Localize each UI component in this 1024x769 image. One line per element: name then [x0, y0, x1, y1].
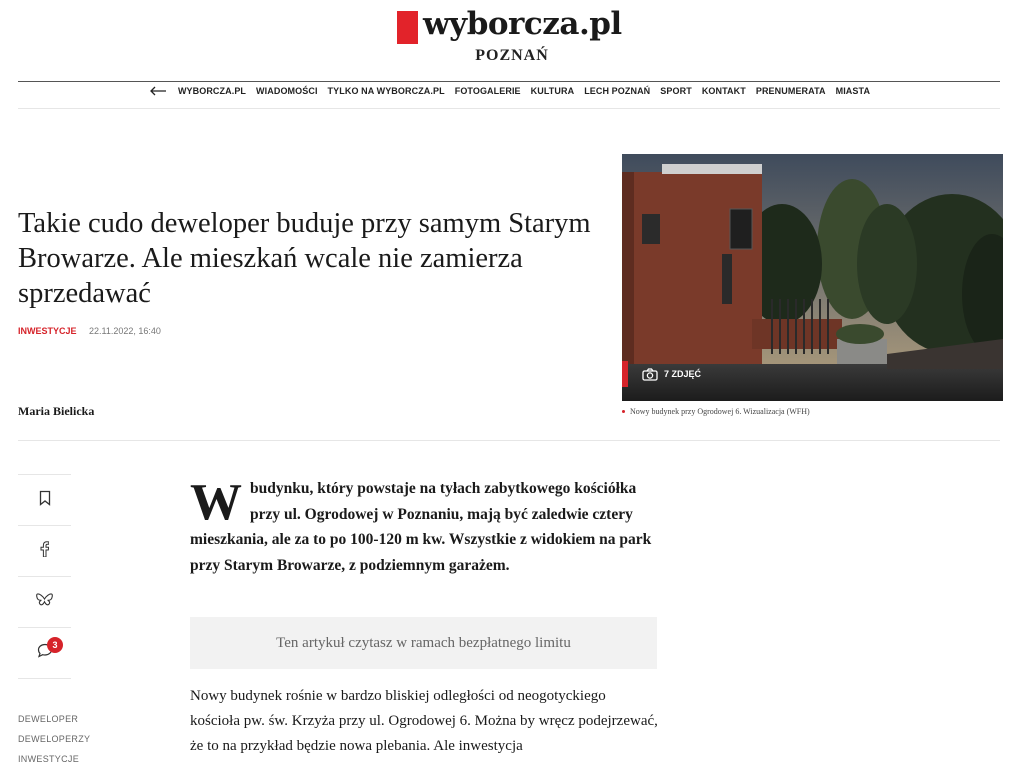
- article-author[interactable]: Maria Bielicka: [18, 404, 95, 418]
- logo-city: POZNAŃ: [475, 47, 549, 64]
- nav-item-sport[interactable]: SPORT: [660, 86, 692, 96]
- share-rail: [18, 474, 71, 679]
- comments-button[interactable]: [18, 627, 71, 679]
- photo-caption-text: Nowy budynek przy Ogrodowej 6. Wizualizacja (WFH): [630, 407, 810, 416]
- badge-red-bar: [622, 361, 628, 387]
- nav-item-wyborcza[interactable]: WYBORCZA.PL: [177, 86, 247, 96]
- article-lead: [190, 476, 660, 578]
- arrow-left-icon[interactable]: [149, 86, 167, 96]
- nav-item-kultura[interactable]: KULTURA: [530, 86, 575, 96]
- article-category[interactable]: INWESTYCJE: [18, 326, 77, 336]
- bookmark-icon: [39, 490, 51, 511]
- hero-image[interactable]: [622, 154, 1003, 401]
- tag-item[interactable]: DEWELOPERZY: [18, 734, 91, 744]
- comment-count-badge: 3: [47, 637, 63, 653]
- nav-item-tylko[interactable]: TYLKO NA WYBORCZA.PL: [327, 86, 445, 96]
- photo-count: 7 ZDJĘĆ: [664, 369, 702, 379]
- site-logo[interactable]: [0, 0, 1024, 80]
- article-divider: [18, 440, 1000, 441]
- tag-item[interactable]: INWESTYCJE: [18, 754, 80, 764]
- lead-dropcap: W: [190, 474, 242, 531]
- nav-item-lech-poznan[interactable]: LECH POZNAŃ: [584, 86, 651, 96]
- paywall-notice: Ten artykuł czytasz w ramach bezpłatnego limitu: [190, 617, 657, 669]
- tag-list: [18, 709, 90, 769]
- lead-text: budynku, który powstaje na tyłach zabytkowego kościółka przy ul. Ogrodowej w Poznaniu, mają być zaledwie cztery mieszkania, ale za to po 100-120 m kw. Wszystkie z widokiem na park przy Starym Browarze, z podziemnym garażem.: [190, 480, 652, 574]
- article-date: 22.11.2022, 16:40: [89, 326, 161, 336]
- nav-item-fotogalerie[interactable]: FOTOGALERIE: [454, 86, 521, 96]
- tag-item[interactable]: DEWELOPER: [18, 714, 79, 724]
- caption-bullet: [622, 410, 625, 413]
- bluesky-share-button[interactable]: [18, 576, 71, 627]
- bookmark-button[interactable]: [18, 474, 71, 525]
- bluesky-icon: [36, 593, 53, 612]
- photo-count-badge[interactable]: [622, 361, 701, 387]
- nav-item-wiadomosci[interactable]: WIADOMOŚCI: [256, 86, 318, 96]
- nav-item-kontakt[interactable]: KONTAKT: [701, 86, 746, 96]
- facebook-share-button[interactable]: [18, 525, 71, 576]
- nav-item-miasta[interactable]: MIASTA: [835, 86, 871, 96]
- article-body: Nowy budynek rośnie w bardzo bliskiej odległości od neogotyckiego kościoła pw. św. Krzyża przy ul. Ogrodowej 6. Można by wręcz podejrzewać, że to na przykład będzie nowa plebania. Ale inwestycja: [190, 688, 658, 754]
- main-nav: [0, 81, 1024, 101]
- nav-divider: [18, 108, 1000, 109]
- photo-caption: [622, 407, 810, 416]
- nav-item-prenumerata[interactable]: PRENUMERATA: [755, 86, 826, 96]
- article-meta: [18, 326, 161, 336]
- camera-icon: [642, 368, 658, 381]
- article-title: Takie cudo deweloper buduje przy samym Starym Browarze. Ale mieszkań wcale nie zamierza sprzedawać: [18, 208, 591, 309]
- facebook-icon: [40, 541, 49, 562]
- logo-text: wyborcza.pl: [423, 6, 622, 42]
- logo-red-square: [397, 11, 418, 44]
